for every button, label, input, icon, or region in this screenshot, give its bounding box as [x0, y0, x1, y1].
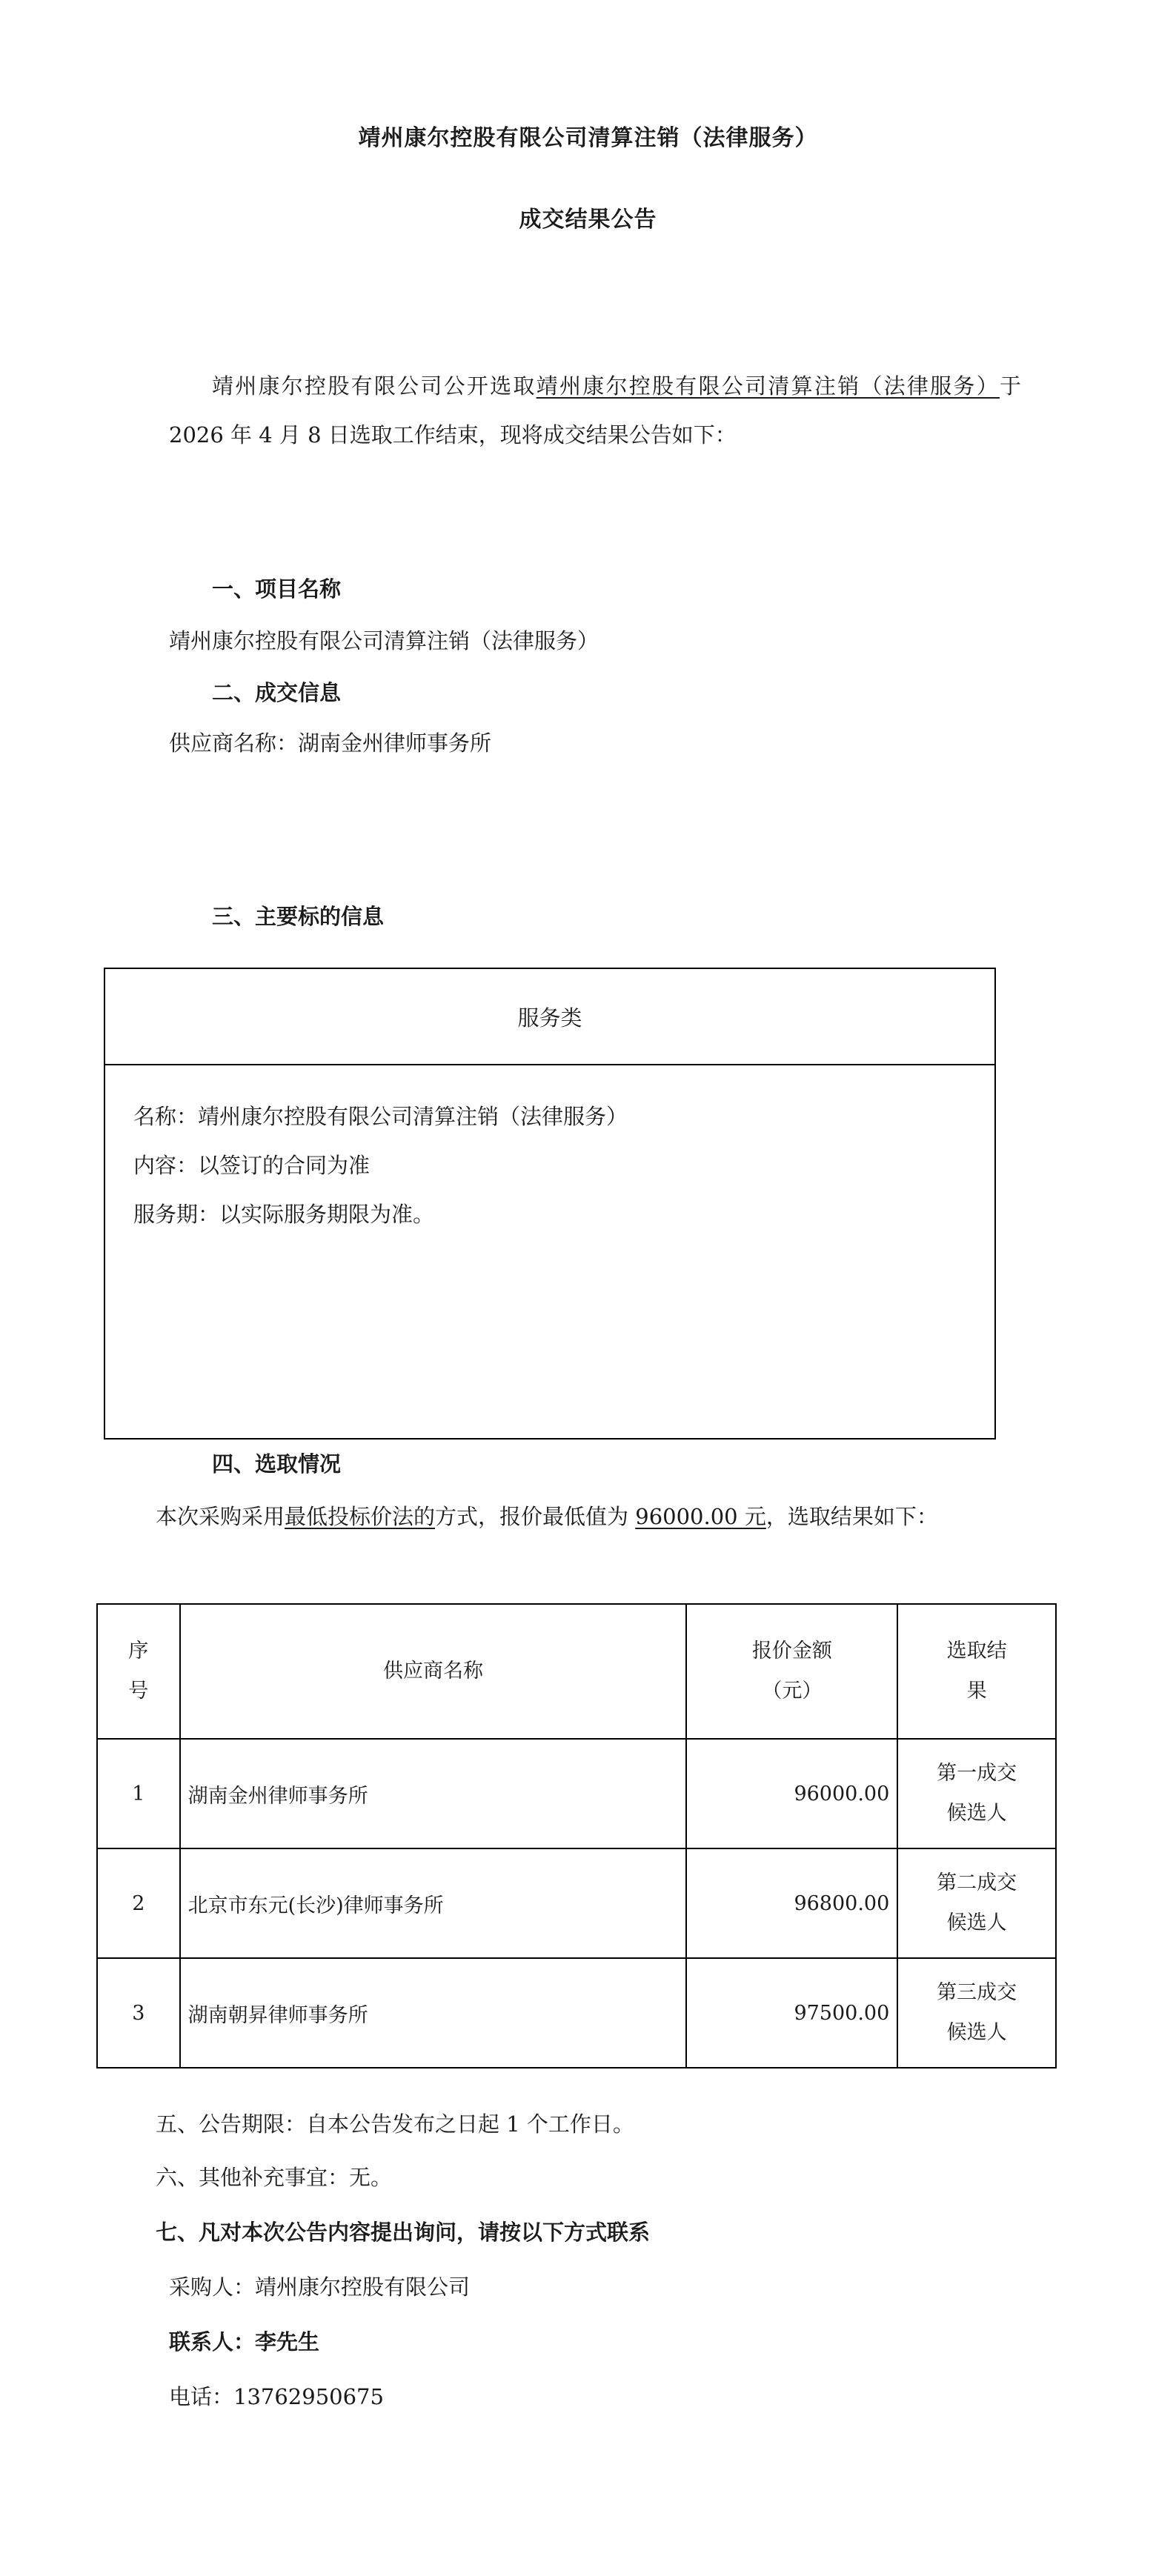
- contact-person-line: 联系人：李先生: [169, 2329, 320, 2354]
- phone-line: 电话：13762950675: [169, 2384, 384, 2409]
- table-row: [97, 1739, 1056, 1848]
- section-4-paragraph: [156, 1492, 1037, 1541]
- cell-result: [897, 1739, 1056, 1848]
- cell-amount: 96000.00: [686, 1739, 897, 1848]
- cell-result-line-1: 第二成交: [937, 1871, 1017, 1894]
- table-row: [97, 1958, 1056, 2068]
- service-name-line: 名称：靖州康尔控股有限公司清算注销（法律服务）: [133, 1104, 628, 1129]
- purchaser-line: 采购人：靖州康尔控股有限公司: [169, 2274, 471, 2300]
- intro-underlined-project: 靖州康尔控股有限公司清算注销（法律服务）: [536, 373, 1000, 399]
- section-3-heading: 三、主要标的信息: [212, 904, 385, 929]
- cell-amount: 96800.00: [686, 1848, 897, 1958]
- cell-result-line-1: 第三成交: [937, 1981, 1017, 2004]
- table-row: [97, 1848, 1056, 1958]
- main-subject-box: [104, 968, 996, 1440]
- header-amount-line-2: （元）: [762, 1680, 823, 1703]
- cell-supplier: 湖南朝昇律师事务所: [180, 1958, 687, 2068]
- service-category-cell: 服务类: [105, 969, 994, 1065]
- section-7-heading: 七、凡对本次公告内容提出询问，请按以下方式联系: [156, 2220, 651, 2245]
- cell-supplier: 湖南金州律师事务所: [180, 1739, 687, 1848]
- header-index-line-2: 号: [128, 1680, 149, 1703]
- document-title-line-2: 成交结果公告: [519, 207, 657, 233]
- service-detail-cell: [105, 1065, 994, 1239]
- header-supplier-name: 供应商名称: [180, 1604, 687, 1739]
- cell-index: 1: [97, 1739, 180, 1848]
- cell-index: 3: [97, 1958, 180, 2068]
- header-quote-amount: [686, 1604, 897, 1739]
- table-header-row-group: [97, 1604, 1056, 1739]
- method-underlined: 最低投标价法的: [285, 1504, 436, 1529]
- method-part-3: ，选取结果如下：: [765, 1504, 938, 1529]
- section-4-heading: 四、选取情况: [212, 1451, 342, 1477]
- intro-paragraph: [169, 362, 1021, 459]
- table-header-row: [97, 1604, 1056, 1739]
- header-index: [97, 1604, 180, 1739]
- service-content-line: 内容：以签订的合同为准: [133, 1153, 371, 1178]
- cell-result: [897, 1958, 1056, 2068]
- service-period-line: 服务期：以实际服务期限为准。: [133, 1202, 435, 1227]
- cell-amount: 97500.00: [686, 1958, 897, 2068]
- cell-result-line-2: 候选人: [946, 1911, 1007, 1934]
- cell-result-line-2: 候选人: [946, 2021, 1007, 2044]
- cell-supplier: 北京市东元(长沙)律师事务所: [180, 1848, 687, 1958]
- section-1-heading: 一、项目名称: [212, 576, 342, 602]
- section-5-line: 五、公告期限：自本公告发布之日起 1 个工作日。: [156, 2111, 634, 2137]
- cell-result-line-2: 候选人: [946, 1802, 1007, 1825]
- intro-part-1: 靖州康尔控股有限公司公开选取: [212, 373, 536, 399]
- header-result-line-1: 选取结: [946, 1640, 1007, 1663]
- header-result-line-2: 果: [966, 1680, 987, 1703]
- section-2-content: 供应商名称：湖南金州律师事务所: [169, 730, 492, 756]
- intro-part-2: 于 2026 年 4 月 8 日选取工作结束，现将成交结果公告如下：: [169, 373, 1021, 447]
- method-part-2: 方式，报价最低值为: [435, 1504, 636, 1529]
- section-6-line: 六、其他补充事宜：无。: [156, 2165, 393, 2190]
- header-selection-result: [897, 1604, 1056, 1739]
- section-1-content: 靖州康尔控股有限公司清算注销（法律服务）: [169, 628, 599, 653]
- method-part-1: 本次采购采用: [156, 1504, 285, 1529]
- cell-result: [897, 1848, 1056, 1958]
- section-2-heading: 二、成交信息: [212, 680, 342, 705]
- header-index-line-1: 序: [128, 1640, 149, 1663]
- cell-index: 2: [97, 1848, 180, 1958]
- table-body: [97, 1739, 1056, 2068]
- header-amount-line-1: 报价金额: [751, 1640, 832, 1663]
- lowest-price-underlined: 96000.00 元: [635, 1504, 766, 1529]
- document-title-line-1: 靖州康尔控股有限公司清算注销（法律服务）: [358, 125, 818, 151]
- selection-result-table: [96, 1603, 1057, 2069]
- cell-result-line-1: 第一成交: [937, 1762, 1017, 1785]
